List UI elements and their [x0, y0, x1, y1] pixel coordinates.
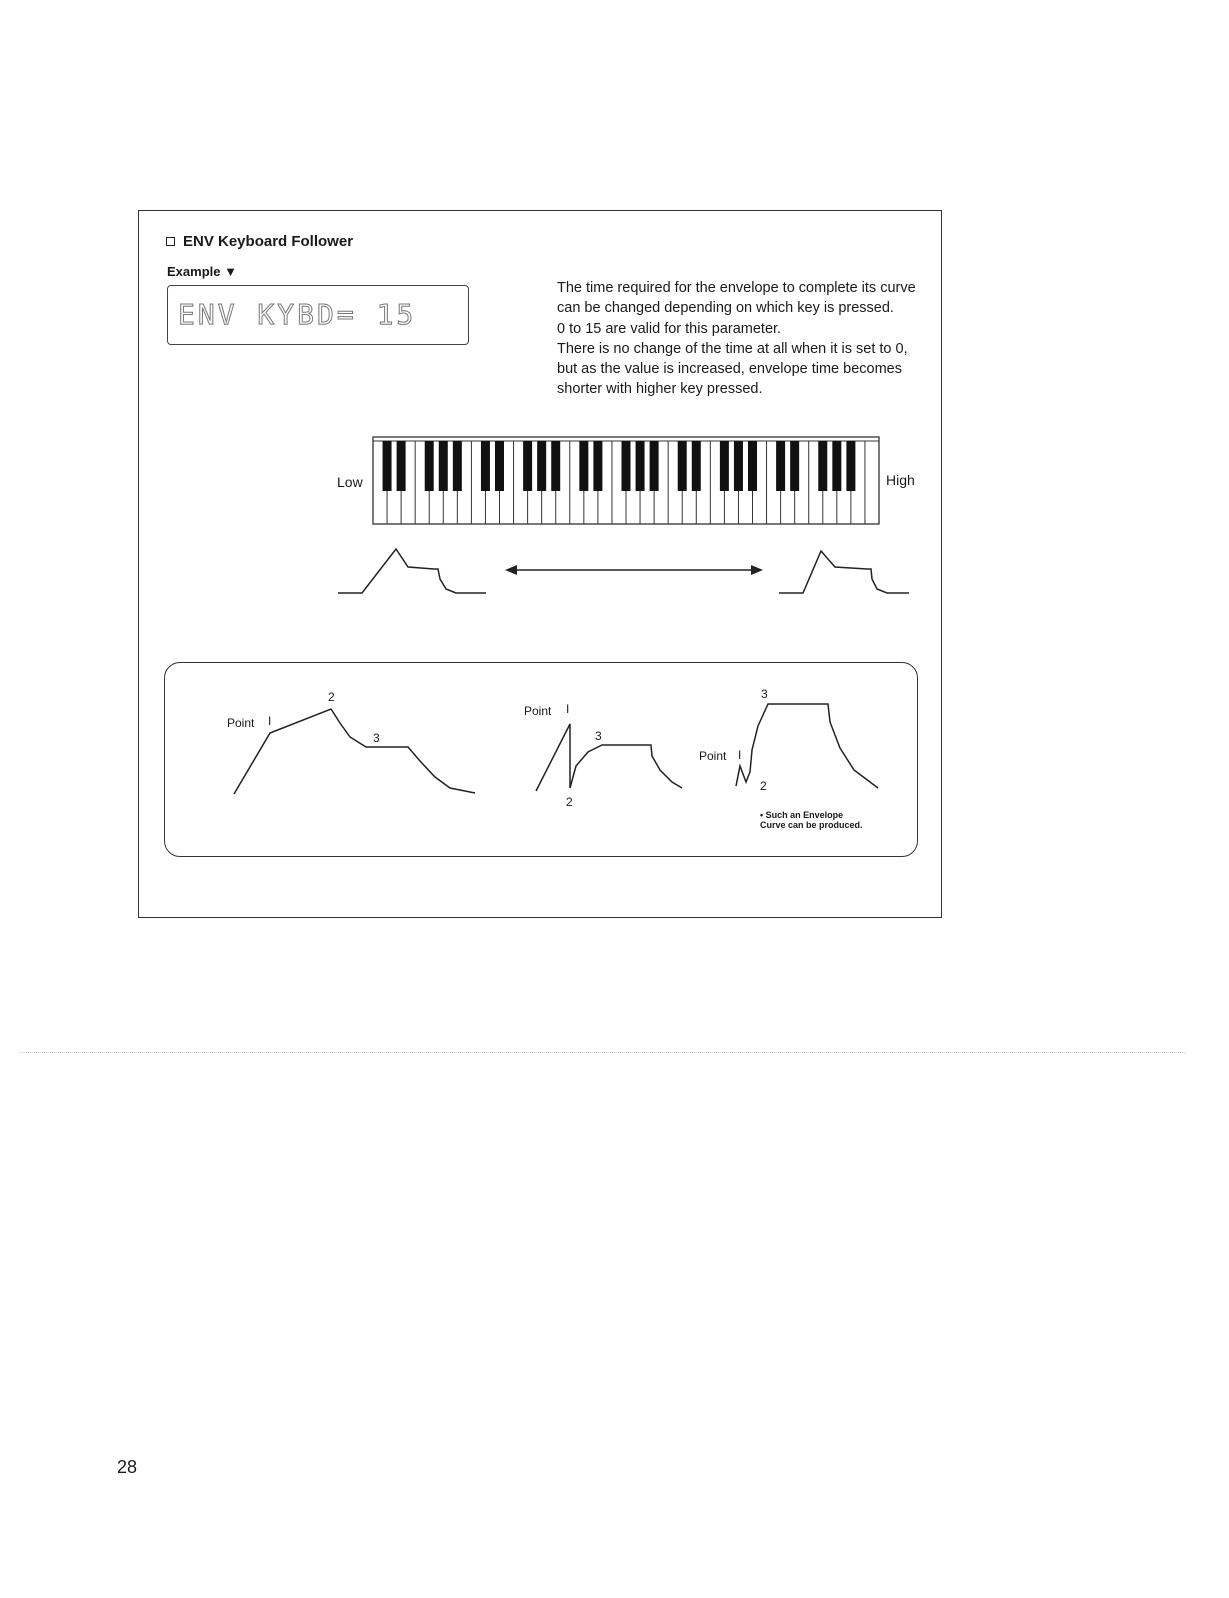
- curve3-point-2: 2: [760, 779, 767, 793]
- curve2-point-2: 2: [566, 795, 573, 809]
- curve2-point-label: Point: [524, 704, 552, 718]
- page-number: 28: [117, 1457, 138, 1477]
- double-arrow-icon: [505, 562, 763, 578]
- lcd-display: [167, 285, 469, 345]
- black-key: [692, 441, 701, 491]
- description: [557, 278, 927, 400]
- curve1-point-2: 2: [328, 690, 335, 704]
- black-key: [551, 441, 560, 491]
- black-key: [776, 441, 785, 491]
- example-label: Example ▼: [167, 264, 237, 279]
- envelope-high-curve: [777, 545, 912, 597]
- curve2-point-3: 3: [595, 729, 602, 743]
- divider: [20, 1052, 1185, 1053]
- lcd-display-text: ENV KYBD= 15: [178, 298, 417, 331]
- black-key: [397, 441, 406, 491]
- black-key: [383, 441, 392, 491]
- black-key: [846, 441, 855, 491]
- black-key: [734, 441, 743, 491]
- curve1-point-3: 3: [373, 731, 380, 745]
- black-key: [523, 441, 532, 491]
- black-key: [425, 441, 434, 491]
- black-key: [537, 441, 546, 491]
- black-key: [622, 441, 631, 491]
- description-line: There is no change of the time at all when it is set to 0, but as the value is increased, envelope time becomes shorter with higher key pressed.: [557, 340, 908, 398]
- black-key: [636, 441, 645, 491]
- section-title: [166, 233, 353, 250]
- section-title-text: ENV Keyboard Follower: [183, 233, 354, 250]
- black-key: [818, 441, 827, 491]
- black-key: [650, 441, 659, 491]
- black-key: [439, 441, 448, 491]
- curve1-point-label: Point: [227, 716, 255, 730]
- black-key: [678, 441, 687, 491]
- envelope-example-curve-3: [732, 700, 882, 792]
- black-key: [481, 441, 490, 491]
- black-key: [832, 441, 841, 491]
- keyboard-illustration: [373, 437, 879, 524]
- black-key: [495, 441, 504, 491]
- curve3-point-1: I: [738, 748, 742, 762]
- keyboard-high-label: High: [886, 472, 915, 488]
- curve3-point-3: 3: [761, 687, 768, 701]
- black-key: [579, 441, 588, 491]
- black-key: [453, 441, 462, 491]
- black-key: [790, 441, 799, 491]
- curve2-point-1: I: [566, 702, 570, 716]
- description-line: The time required for the envelope to complete its curve can be changed depending on which key is pressed.: [557, 280, 916, 317]
- description-line: 0 to 15 are valid for this parameter.: [557, 320, 782, 337]
- keyboard-low-label: Low: [337, 474, 363, 490]
- curve3-point-label: Point: [699, 749, 727, 763]
- envelope-low-curve: [336, 545, 491, 597]
- black-key: [720, 441, 729, 491]
- checkbox-icon: [166, 237, 175, 246]
- envelope-note: • Such an Envelope Curve can be produced.: [760, 810, 863, 830]
- black-key: [748, 441, 757, 491]
- curve1-point-1: I: [268, 714, 272, 728]
- black-key: [593, 441, 602, 491]
- envelope-example-curve-2: [532, 718, 687, 798]
